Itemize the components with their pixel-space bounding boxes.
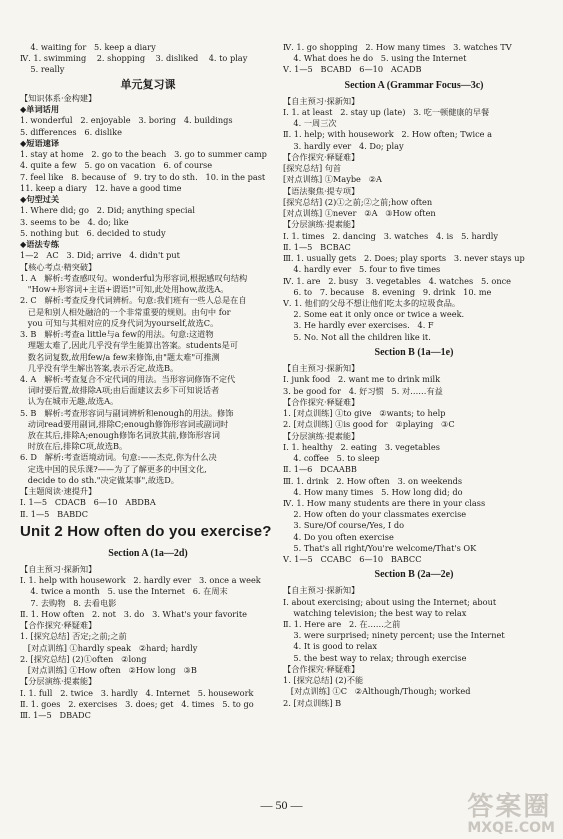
answer-line: 7. feel like 8. because of 9. try to do sth. 10. in the past (20, 171, 266, 182)
subsection-header: ◆句型过关 (20, 194, 60, 205)
answer-line: 5. That's all right/You're welcome/That's OK (283, 542, 477, 553)
answer-line: 数名词复数,故用few/a few来修饰,由"题太难"可推测 (20, 351, 220, 362)
answer-line: 3. Sure/Of course/Yes, I do (283, 520, 405, 531)
answer-line: 2. Some eat it only once or twice a week. (283, 309, 465, 320)
answer-line: 4. waiting for 5. keep a diary (20, 42, 156, 52)
answer-line: 1. Where did; go 2. Did; anything special (20, 205, 196, 216)
section-subtitle: Section B (2a—2e) (374, 569, 454, 581)
section-header: 【自主预习·探新知】 (20, 563, 97, 574)
section-header: 【合作探究·释疑难】 (283, 396, 360, 407)
answer-line: 5. No. Not all the children like it. (283, 331, 431, 342)
section-header: 【分层演练·提素能】 (283, 430, 360, 441)
answer-line: Ⅰ. about exercising; about using the Internet; about (283, 596, 497, 607)
section-header: 【分层演练·提素能】 (283, 219, 360, 230)
answer-line: Ⅱ. 1. How often 2. not 3. do 3. What's your favorite (20, 608, 247, 619)
answer-line: Ⅱ. 1. help; with housework 2. How often; Twice a (283, 129, 492, 140)
answer-line: 4. quite a few 5. go on vacation 6. of course (20, 160, 213, 171)
answer-line: 1. [探究总结] 否定;之前;之前 (20, 631, 127, 642)
section-header: 【知识体系·金构建】 (20, 92, 97, 103)
answer-line: 7. 去购物 8. 去看电影 (20, 597, 117, 608)
watermark-url: MXQE.COM (467, 820, 555, 836)
answer-line: 2. C 解析:考查反身代词辨析。句意:我们班有一些人总是在自 (20, 295, 247, 306)
answer-line: Ⅳ. 1. How many students are there in your class (283, 497, 486, 508)
answer-line: Ⅱ. 1. goes 2. exercises 3. does; get 4. times 5. to go (20, 698, 254, 709)
answer-line: 4. twice a month 5. use the Internet 6. 在周末 (20, 586, 228, 597)
answer-line: 3. be good for 4. 好习惯 5. 对……有益 (283, 385, 443, 396)
answer-line: decide to do sth."决定做某事",故选D。 (20, 474, 179, 485)
answer-line: Ⅰ. junk food 2. want me to drink milk (283, 374, 441, 385)
answer-line: [对点训练] ①hardly speak ②hard; hardly (20, 642, 198, 653)
section-header: 【自主预习·探新知】 (283, 585, 360, 596)
answer-line: 4. What does he do 5. using the Internet (283, 53, 467, 64)
answer-line: Ⅱ. 1—5 BABDC (20, 508, 88, 519)
answer-line: 4. coffee 5. to sleep (283, 453, 380, 464)
answer-line: Ⅲ. 1—5 DBADC (20, 710, 91, 720)
watermark (467, 793, 555, 835)
answer-line: 1. [探究总结] (2)不能 (283, 675, 364, 686)
answer-line: Ⅲ. 1. usually gets 2. Does; play sports 3. never stays up (283, 253, 525, 264)
answer-line: 3. He hardly ever exercises. 4. F (283, 320, 434, 331)
answer-line: 2. [探究总结] (2)①often ②long (20, 653, 147, 664)
answer-line: Ⅰ. 1. help with housework 2. hardly ever 3. once a week (20, 575, 261, 586)
answer-line: [对点训练] ①C ②Although/Though; worked (283, 686, 471, 697)
answer-line: 1. A 解析:考查感叹句。wonderful为形容词,根据感叹句结构 (20, 273, 248, 284)
answer-line: [对点训练] ①How often ②How long ③B (20, 664, 197, 675)
answer-line: 6. D 解析:考查语境动词。句意:——杰克,你为什么决 (20, 452, 217, 463)
answer-line: 5. differences 6. dislike (20, 126, 122, 137)
answer-line: 3. hardly ever 4. Do; play (283, 140, 404, 151)
answer-line: Ⅴ. 1—5 CCABC 6—10 BABCC (283, 553, 422, 564)
answer-line: Ⅰ. 1. full 2. twice 3. hardly 4. Internet 5. housework (20, 687, 254, 698)
answer-line: 认为在城市无趣,故选A。 (20, 396, 119, 407)
answer-line: Ⅱ. 1. Here are 2. 在……之前 (283, 618, 401, 629)
left-column (20, 42, 276, 721)
answer-line: 5. nothing but 6. decided to study (20, 227, 166, 238)
answer-line: 词时要后置,故排除A项;由后面建议去乡下可知说话者 (20, 385, 220, 396)
section-header: 【合作探究·释疑难】 (20, 619, 97, 630)
answer-line: Ⅳ. 1. are 2. busy 3. vegetables 4. watches 5. once (283, 275, 512, 286)
answer-line: "How+形容词+主语+谓语!"可知,此处用how,故选A。 (20, 284, 229, 295)
answer-line: watching television; the best way to relax (283, 607, 467, 618)
answer-line: 3. were surprised; ninety percent; use the Internet (283, 630, 505, 641)
answer-line: Ⅴ. 1. 他们的父母不想让他们吃太多的垃圾食品。 (283, 298, 461, 309)
answer-line: 动词read要用副词,排除C;enough修饰形容词或副词时 (20, 418, 229, 429)
answer-line: 1—2 AC 3. Did; arrive 4. didn't put (20, 250, 180, 261)
right-column (283, 42, 545, 709)
answer-line: 4. It is good to relax (283, 641, 378, 652)
answer-line: 3. B 解析:考查a little与a few的用法。句意:这道物 (20, 329, 214, 340)
answer-line: 1. [对点训练] ①to give ②wants; to help (283, 408, 446, 419)
answer-line: 放在其后,排除A;enough修饰名词放其前,修饰形容词 (20, 429, 220, 440)
section-header: 【自主预习·探新知】 (283, 362, 360, 373)
subsection-header: ◆单词话用 (20, 104, 60, 115)
answer-line: 2. [对点训练] ①is good for ②playing ③C (283, 419, 455, 430)
answer-line: 已是和别人相处融洽的一个非常重要的规则。由句中 for (20, 306, 231, 317)
answer-line: 时放在后,排除C项,故选B。 (20, 441, 128, 452)
section-header: 【自主预习·探新知】 (283, 95, 360, 106)
section-header: 【核心考点·精突破】 (20, 261, 97, 272)
page-number: — 50 — (260, 798, 303, 812)
answer-line: you 可知与其相对应的反身代词为yourself,故选C。 (20, 317, 219, 328)
section-header: 【主题阅读·速提升】 (20, 485, 97, 496)
page-number-value: 50 (275, 798, 288, 812)
answer-line: 5. really (20, 64, 65, 75)
section-subtitle: Section A (1a—2d) (108, 547, 188, 559)
answer-line: 2. How often do your classmates exercise (283, 509, 467, 520)
answer-line: [对点训练] ①never ②A ③How often (283, 208, 436, 219)
section-subtitle: Section A (Grammar Focus—3c) (344, 79, 484, 91)
section-subtitle: Section B (1a—1e) (374, 346, 454, 358)
answer-line: 5. B 解析:考查形容词与副词辨析和enough的用法。修饰 (20, 407, 234, 418)
answer-line: Ⅱ. 1—5 BCBAC (283, 242, 351, 253)
watermark-logo-text: 答案圈 (467, 792, 552, 822)
answer-line: Ⅳ. 1. swimming 2. shopping 3. disliked 4. to play (20, 53, 248, 64)
answer-line: 4. Do you often exercise (283, 531, 394, 542)
answer-line: Ⅰ. 1. times 2. dancing 3. watches 4. is 5. hardly (283, 230, 499, 241)
answer-line: 4. How many times 5. How long did; do (283, 486, 463, 497)
answer-line: 4. 一周三次 (283, 118, 337, 129)
answer-line: Ⅳ. 1. go shopping 2. How many times 3. watches TV (283, 42, 512, 52)
section-header: 【合作探究·释疑难】 (283, 151, 360, 162)
section-header: 【语法聚焦·提专项】 (283, 185, 360, 196)
section-header: 【合作探究·释疑难】 (283, 663, 360, 674)
answer-line: 定选中国的民乐课?——为了了解更多的中国文化, (20, 463, 207, 474)
subsection-header: ◆语法专练 (20, 239, 60, 250)
answer-line: 11. keep a diary 12. have a good time (20, 182, 182, 193)
answer-line: 4. hardly ever 5. four to five times (283, 264, 441, 275)
answer-line: Ⅰ. 1. healthy 2. eating 3. vegetables (283, 441, 440, 452)
answer-line: Ⅴ. 1—5 BCABD 6—10 ACADB (283, 64, 422, 75)
subsection-header: ◆短语速译 (20, 137, 60, 148)
answer-line: 5. the best way to relax; through exercise (283, 652, 467, 663)
answer-line: 理题太难了,因此几乎没有学生能算出答案。students是可 (20, 340, 238, 351)
answer-line: Ⅰ. 1. at least 2. stay up (late) 3. 吃一顿健康的早餐 (283, 107, 490, 118)
answer-line: Ⅱ. 1—6 DCAABB (283, 464, 357, 475)
answer-line: 1. wonderful 2. enjoyable 3. boring 4. buildings (20, 115, 233, 126)
unit-title: Unit 2 How often do you exercise? (20, 522, 272, 540)
answer-line: 几乎没有学生解出答案,表示否定,故选B。 (20, 362, 179, 373)
section-header: 【分层演练·提素能】 (20, 676, 97, 687)
answer-line: 4. A 解析:考查复合不定代词的用法。当形容词修饰不定代 (20, 373, 236, 384)
answer-line: 6. to 7. because 8. evening 9. drink 10. me (283, 286, 492, 297)
answer-line: 2. [对点训练] B (283, 697, 342, 708)
answer-line: 3. seems to be 4. do; like (20, 216, 129, 227)
answer-line: 1. stay at home 2. go to the beach 3. go to summer camp (20, 149, 267, 160)
answer-line: [对点训练] ①Maybe ②A (283, 174, 382, 185)
page-title: 单元复习课 (120, 77, 176, 91)
answer-line: Ⅲ. 1. drink 2. How often 3. on weekends (283, 475, 463, 486)
answer-line: Ⅰ. 1—5 CDACB 6—10 ABDBA (20, 497, 156, 508)
answer-line: [探究总结] (2)①之前;②之前;how often (283, 197, 433, 208)
answer-line: [探究总结] 句首 (283, 163, 342, 174)
